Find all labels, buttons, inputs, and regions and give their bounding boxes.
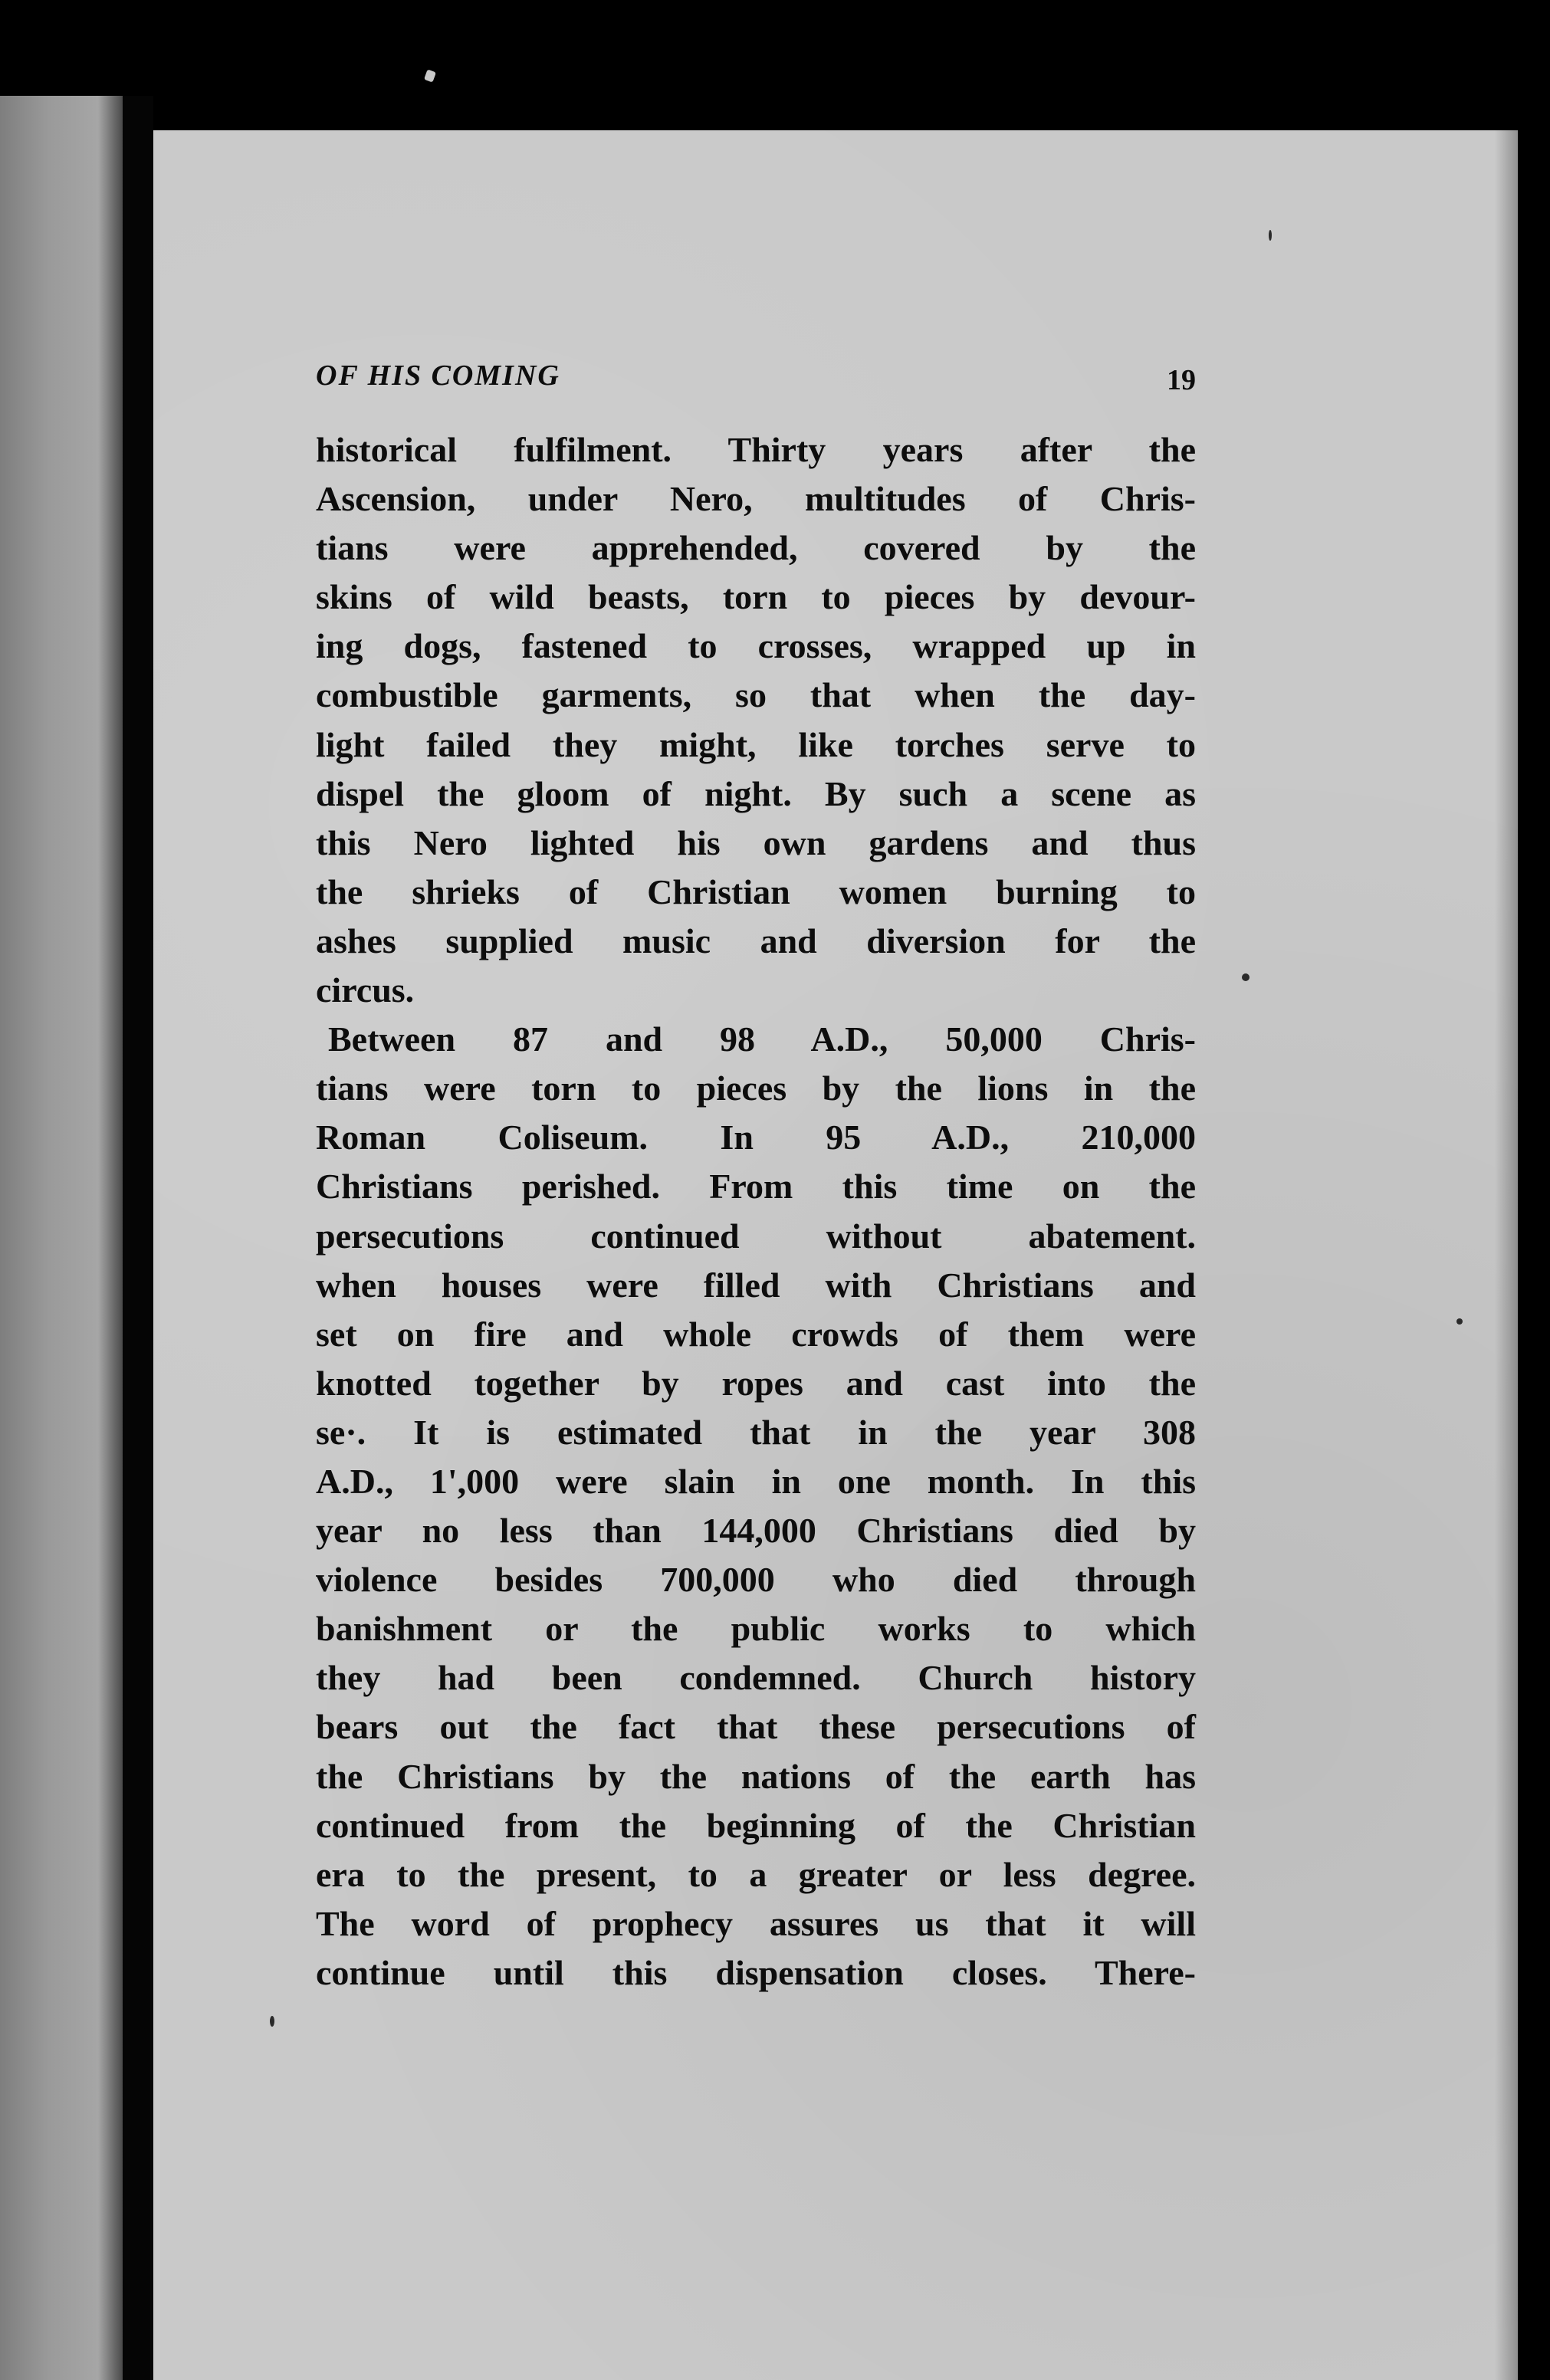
text-line: tians were torn to pieces by the lions in the (316, 1069, 1196, 1108)
paragraph-2 (316, 1015, 1196, 1998)
scan-speck (270, 2016, 274, 2027)
running-head (316, 359, 1196, 405)
text-line: knotted together by ropes and cast into the (316, 1363, 1196, 1403)
text-line: they had been condemned. Church history (316, 1658, 1196, 1698)
text-line: Between 87 and 98 A.D., 50,000 Chris- (328, 1019, 1196, 1059)
text-line: year no less than 144,000 Christians died by (316, 1511, 1196, 1551)
page-number: 19 (1167, 364, 1196, 396)
running-head-title: OF HIS COMING (316, 359, 560, 392)
text-line: Christians perished. From this time on the (316, 1167, 1196, 1206)
text-line: era to the present, to a greater or less degree. (316, 1854, 1196, 1894)
text-line: the Christians by the nations of the earth has (316, 1756, 1196, 1796)
scan-speck (1269, 230, 1272, 241)
text-line: Roman Coliseum. In 95 A.D., 210,000 (316, 1118, 1196, 1157)
paragraph-1 (316, 425, 1196, 1015)
scan-speck (1456, 1318, 1463, 1325)
body-text (316, 425, 1196, 1998)
text-line: ashes supplied music and diversion for the (316, 921, 1196, 960)
page-shadow (1495, 130, 1518, 2380)
text-line: light failed they might, like torches serve to (316, 724, 1196, 764)
facing-page-edge (0, 96, 123, 2380)
text-line: continue until this dispensation closes. There- (316, 1952, 1196, 1992)
text-line: banishment or the public works to which (316, 1609, 1196, 1649)
text-line: violence besides 700,000 who died through (316, 1560, 1196, 1600)
text-line: combustible garments, so that when the day- (316, 675, 1196, 715)
scan-speck (1242, 973, 1250, 981)
text-line: A.D., 1',000 were slain in one month. In this (316, 1461, 1196, 1501)
text-line: Ascension, under Nero, multitudes of Chris- (316, 479, 1196, 519)
text-line: when houses were filled with Christians and (316, 1265, 1196, 1305)
text-line: set on fire and whole crowds of them were (316, 1314, 1196, 1354)
text-line: the shrieks of Christian women burning to (316, 872, 1196, 911)
text-line: se·. It is estimated that in the year 308 (316, 1412, 1196, 1452)
scan-speck (424, 69, 436, 82)
text-line: ing dogs, fastened to crosses, wrapped up in (316, 626, 1196, 666)
text-line: this Nero lighted his own gardens and thus (316, 822, 1196, 862)
text-line: dispel the gloom of night. By such a scene as (316, 773, 1196, 813)
book-gutter (123, 96, 153, 2380)
text-line: The word of prophecy assures us that it will (316, 1903, 1196, 1943)
text-line: persecutions continued without abatement. (316, 1216, 1196, 1256)
text-line: tians were apprehended, covered by the (316, 528, 1196, 568)
text-line: historical fulfilment. Thirty years after the (316, 430, 1196, 469)
text-line: circus. (316, 970, 415, 1010)
text-line: continued from the beginning of the Christian (316, 1805, 1196, 1845)
text-line: bears out the fact that these persecutions of (316, 1707, 1196, 1747)
text-line: skins of wild beasts, torn to pieces by devour- (316, 577, 1196, 617)
